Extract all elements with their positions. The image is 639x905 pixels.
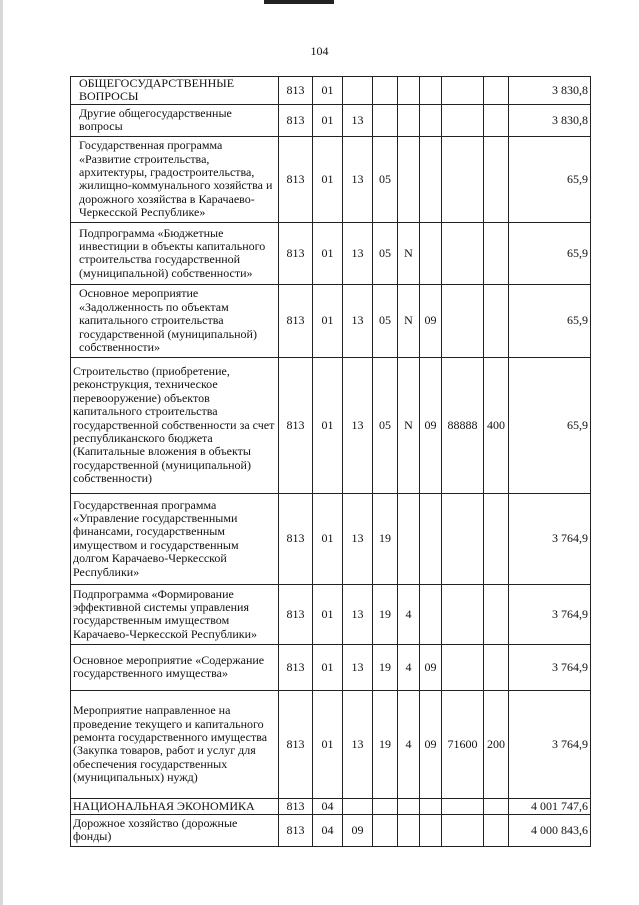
- cell-code-4: 05: [373, 284, 398, 357]
- cell-code-6: [420, 798, 442, 814]
- table-row: [71, 644, 591, 690]
- cell-code-7: [442, 798, 484, 814]
- cell-code-2: 01: [313, 584, 343, 644]
- row-name: НАЦИОНАЛЬНАЯ ЭКОНОМИКА: [71, 798, 279, 814]
- cell-amount: 3 764,9: [509, 493, 591, 584]
- row-name: Основное мероприятие «Задолженность по объектам капитального строительства государственной (муниципальной) собственности»: [71, 284, 279, 357]
- cell-code-7: [442, 814, 484, 846]
- cell-code-5: [398, 814, 420, 846]
- cell-code-3: 13: [343, 493, 373, 584]
- cell-code-8: [484, 284, 509, 357]
- cell-code-2: 04: [313, 814, 343, 846]
- table-row: [71, 584, 591, 644]
- cell-code-1: 813: [279, 104, 313, 136]
- cell-amount: 3 764,9: [509, 644, 591, 690]
- cell-code-4: 19: [373, 584, 398, 644]
- scan-top-mark: [264, 0, 334, 4]
- table-row: [71, 798, 591, 814]
- cell-code-4: [373, 77, 398, 105]
- row-name: Государственная программа «Развитие строительства, архитектуры, градостроительства, жилищно-коммунального хозяйства и дорожного хозяйства в Карачаево-Черкесской Республике»: [71, 136, 279, 222]
- cell-code-4: [373, 814, 398, 846]
- table-row: [71, 814, 591, 846]
- cell-code-5: N: [398, 357, 420, 493]
- cell-code-6: [420, 814, 442, 846]
- cell-code-8: [484, 584, 509, 644]
- cell-code-4: 19: [373, 493, 398, 584]
- cell-code-5: N: [398, 284, 420, 357]
- row-name: Дорожное хозяйство (дорожные фонды): [71, 814, 279, 846]
- cell-code-7: [442, 644, 484, 690]
- cell-code-8: [484, 104, 509, 136]
- cell-code-1: 813: [279, 77, 313, 105]
- cell-code-3: 13: [343, 104, 373, 136]
- cell-code-2: 01: [313, 136, 343, 222]
- table-row: [71, 104, 591, 136]
- cell-code-2: 01: [313, 222, 343, 284]
- row-name: Мероприятие направленное на проведение текущего и капитального ремонта государственного имущества (Закупка товаров, работ и услуг для обеспечения государственных (муниципальных) нужд): [71, 690, 279, 798]
- table-row: [71, 222, 591, 284]
- cell-amount: 65,9: [509, 222, 591, 284]
- cell-code-5: 4: [398, 644, 420, 690]
- cell-code-1: 813: [279, 584, 313, 644]
- table-row: [71, 284, 591, 357]
- cell-code-5: N: [398, 222, 420, 284]
- scan-left-edge: [0, 0, 3, 905]
- cell-code-2: 01: [313, 357, 343, 493]
- cell-code-6: 09: [420, 644, 442, 690]
- cell-code-1: 813: [279, 814, 313, 846]
- cell-amount: 3 830,8: [509, 77, 591, 105]
- cell-code-3: 13: [343, 690, 373, 798]
- table-row: [71, 357, 591, 493]
- cell-code-5: [398, 77, 420, 105]
- cell-amount: 3 764,9: [509, 690, 591, 798]
- row-name: ОБЩЕГОСУДАРСТВЕННЫЕ ВОПРОСЫ: [71, 77, 279, 105]
- row-name: Государственная программа «Управление государственными финансами, государственным имуществом и государственным долгом Карачаево-Черкесской Республики»: [71, 493, 279, 584]
- cell-amount: 3 830,8: [509, 104, 591, 136]
- cell-code-8: 200: [484, 690, 509, 798]
- cell-code-7: [442, 584, 484, 644]
- cell-code-7: [442, 493, 484, 584]
- cell-code-8: [484, 798, 509, 814]
- cell-code-4: 05: [373, 136, 398, 222]
- cell-code-3: 13: [343, 284, 373, 357]
- cell-code-8: [484, 493, 509, 584]
- cell-code-1: 813: [279, 284, 313, 357]
- row-name: Подпрограмма «Формирование эффективной системы управления государственным имуществом Карачаево-Черкесской Республики»: [71, 584, 279, 644]
- cell-code-3: 13: [343, 136, 373, 222]
- cell-code-3: [343, 798, 373, 814]
- cell-code-5: [398, 493, 420, 584]
- cell-code-6: [420, 222, 442, 284]
- cell-code-1: 813: [279, 357, 313, 493]
- cell-amount: 4 000 843,6: [509, 814, 591, 846]
- cell-code-3: 13: [343, 222, 373, 284]
- cell-code-8: [484, 814, 509, 846]
- cell-code-3: [343, 77, 373, 105]
- cell-code-7: [442, 136, 484, 222]
- cell-code-5: 4: [398, 584, 420, 644]
- cell-code-8: [484, 644, 509, 690]
- cell-code-8: [484, 77, 509, 105]
- cell-code-6: [420, 104, 442, 136]
- cell-code-6: [420, 136, 442, 222]
- cell-code-6: [420, 493, 442, 584]
- cell-code-8: 400: [484, 357, 509, 493]
- cell-amount: 4 001 747,6: [509, 798, 591, 814]
- cell-amount: 65,9: [509, 136, 591, 222]
- cell-code-2: 01: [313, 644, 343, 690]
- cell-code-2: 04: [313, 798, 343, 814]
- row-name: Подпрограмма «Бюджетные инвестиции в объекты капитального строительства государственной (муниципальной) собственности»: [71, 222, 279, 284]
- cell-code-6: [420, 584, 442, 644]
- page-number: 104: [310, 44, 329, 58]
- cell-code-3: 09: [343, 814, 373, 846]
- row-name: Другие общегосударственные вопросы: [71, 104, 279, 136]
- cell-code-4: [373, 104, 398, 136]
- cell-code-1: 813: [279, 798, 313, 814]
- cell-code-2: 01: [313, 493, 343, 584]
- cell-code-7: [442, 104, 484, 136]
- cell-code-4: 19: [373, 690, 398, 798]
- table-row: [71, 77, 591, 105]
- cell-amount: 65,9: [509, 284, 591, 357]
- cell-code-5: [398, 136, 420, 222]
- cell-code-4: 05: [373, 357, 398, 493]
- budget-table: [70, 76, 591, 847]
- cell-code-1: 813: [279, 136, 313, 222]
- cell-code-5: [398, 798, 420, 814]
- cell-code-6: 09: [420, 357, 442, 493]
- cell-code-6: [420, 77, 442, 105]
- cell-code-7: [442, 222, 484, 284]
- cell-code-5: [398, 104, 420, 136]
- cell-code-7: 88888: [442, 357, 484, 493]
- cell-code-6: 09: [420, 284, 442, 357]
- cell-code-5: 4: [398, 690, 420, 798]
- cell-amount: 3 764,9: [509, 584, 591, 644]
- cell-code-7: [442, 77, 484, 105]
- cell-amount: 65,9: [509, 357, 591, 493]
- cell-code-1: 813: [279, 493, 313, 584]
- cell-code-4: [373, 798, 398, 814]
- table-row: [71, 136, 591, 222]
- cell-code-7: 71600: [442, 690, 484, 798]
- cell-code-2: 01: [313, 690, 343, 798]
- cell-code-4: 05: [373, 222, 398, 284]
- cell-code-7: [442, 284, 484, 357]
- cell-code-1: 813: [279, 222, 313, 284]
- row-name: Основное мероприятие «Содержание государственного имущества»: [71, 644, 279, 690]
- cell-code-6: 09: [420, 690, 442, 798]
- cell-code-2: 01: [313, 284, 343, 357]
- cell-code-8: [484, 136, 509, 222]
- cell-code-8: [484, 222, 509, 284]
- cell-code-3: 13: [343, 644, 373, 690]
- table-row: [71, 493, 591, 584]
- cell-code-1: 813: [279, 690, 313, 798]
- row-name: Строительство (приобретение, реконструкция, техническое перевооружение) объектов капитального строительства государственной собственности за счет республиканского бюджета (Капитальные вложения в объекты государственной (муниципальной) собственности): [71, 357, 279, 493]
- cell-code-1: 813: [279, 644, 313, 690]
- cell-code-4: 19: [373, 644, 398, 690]
- cell-code-3: 13: [343, 584, 373, 644]
- cell-code-2: 01: [313, 104, 343, 136]
- cell-code-2: 01: [313, 77, 343, 105]
- table-row: [71, 690, 591, 798]
- cell-code-3: 13: [343, 357, 373, 493]
